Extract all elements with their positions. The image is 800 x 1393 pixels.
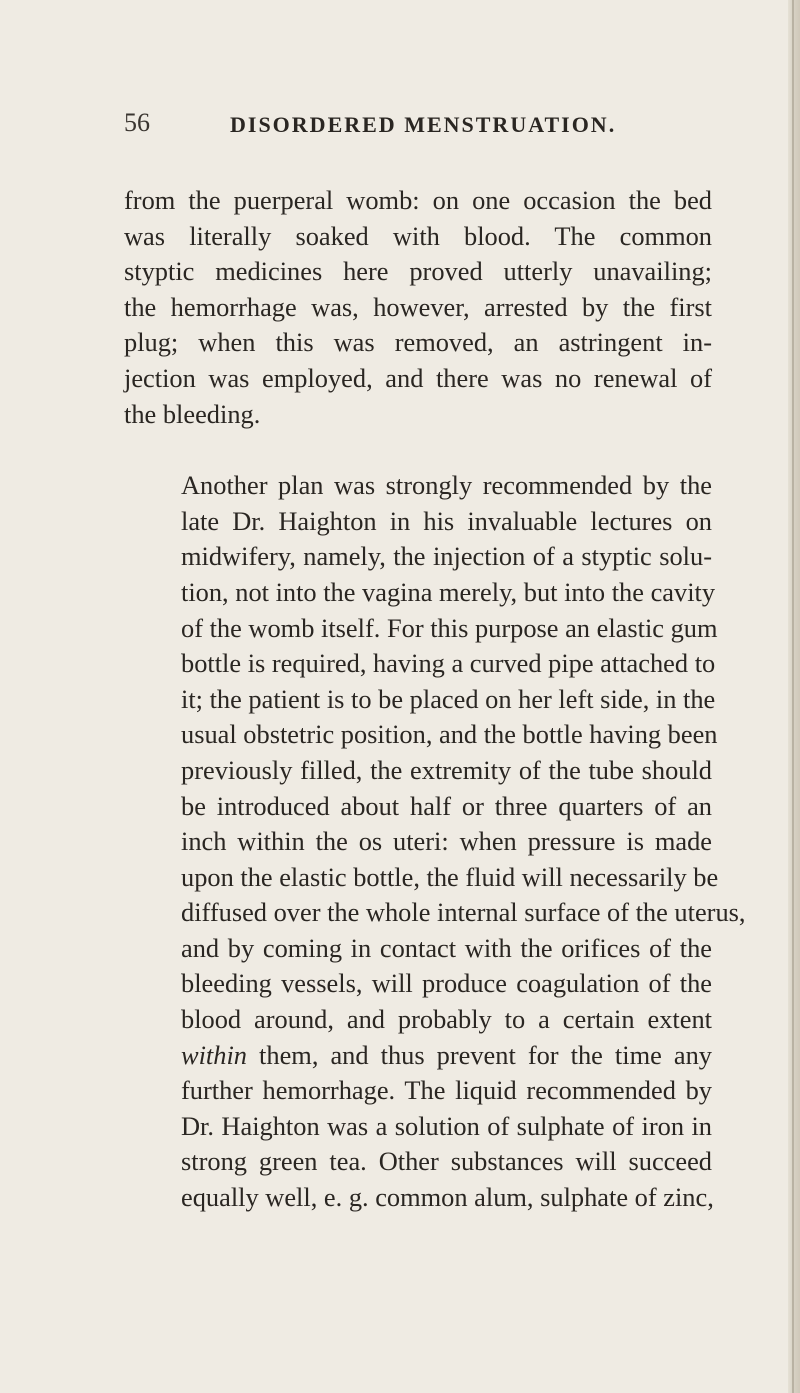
text-line: usual obstetric position, and the bottle having been <box>181 719 718 750</box>
paragraph-2 <box>124 468 746 1215</box>
text-line: strong green tea. Other substances will succeed <box>181 1146 712 1177</box>
text-line-rest: them, and thus prevent for the time any <box>259 1039 712 1070</box>
text-line-with-italic <box>124 1038 712 1074</box>
running-head: DISORDERED MENSTRUATION. <box>230 112 617 137</box>
text-line: further hemorrhage. The liquid recommended by <box>181 1075 712 1106</box>
italic-word: within <box>181 1039 247 1070</box>
text-line: bottle is required, having a curved pipe attached to <box>181 648 716 679</box>
text-line: previously filled, the extremity of the tube should <box>181 754 712 785</box>
text-line: from the puerperal womb: on one occasion the bed <box>124 185 712 215</box>
text-line: the bleeding. <box>124 398 261 429</box>
text-line: midwifery, namely, the injection of a styptic solu- <box>181 541 712 572</box>
text-line: be introduced about half or three quarters of an <box>181 790 712 821</box>
page-edge <box>788 0 800 1393</box>
text-line: upon the elastic bottle, the fluid will necessarily be <box>181 861 719 892</box>
paragraph-1 <box>124 183 712 432</box>
text-line: jection was employed, and there was no renewal of <box>124 362 712 393</box>
text-line: styptic medicines here proved utterly unavailing; <box>124 256 712 287</box>
text-line: inch within the os uteri: when pressure is made <box>181 826 712 857</box>
text-line: late Dr. Haighton in his invaluable lectures on <box>181 505 712 536</box>
text-line: blood around, and probably to a certain extent <box>181 1004 712 1035</box>
body-text <box>124 183 746 1216</box>
text-line: plug; when this was removed, an astringent in- <box>124 327 712 358</box>
text-line: it; the patient is to be placed on her left side, in the <box>181 683 716 714</box>
text-line: was literally soaked with blood. The common <box>124 220 712 251</box>
text-line: of the womb itself. For this purpose an elastic gum <box>181 612 718 643</box>
text-line: Dr. Haighton was a solution of sulphate of iron in <box>181 1110 712 1141</box>
page-header <box>0 108 800 148</box>
text-line: equally well, e. g. common alum, sulphate of zinc, <box>181 1182 714 1213</box>
text-line: bleeding vessels, will produce coagulation of the <box>181 968 712 999</box>
text-line: diffused over the whole internal surface of the uterus, <box>181 897 746 928</box>
text-line: the hemorrhage was, however, arrested by the first <box>124 291 712 322</box>
page-edge-line <box>792 0 794 1393</box>
text-line: and by coming in contact with the orifices of the <box>181 932 712 963</box>
text-line: Another plan was strongly recommended by the <box>181 470 712 501</box>
text-line: tion, not into the vagina merely, but into the cavity <box>181 576 716 607</box>
page-number: 56 <box>124 108 150 137</box>
